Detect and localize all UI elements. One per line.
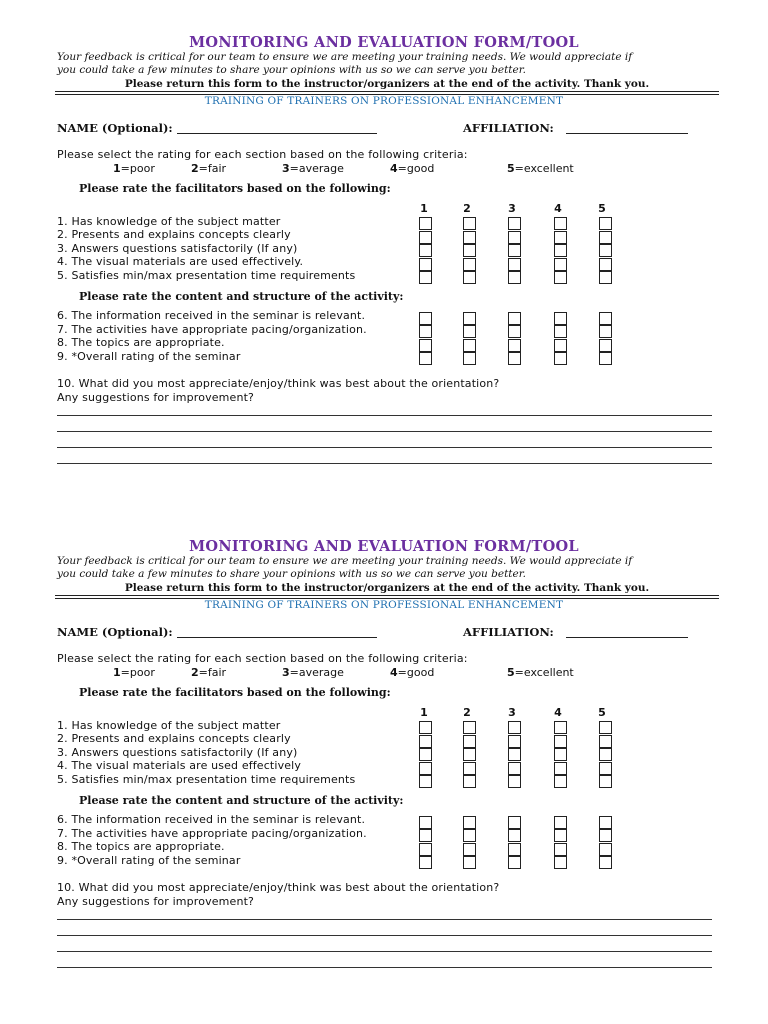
rating-column-header: 4 [554,706,562,719]
rating-item: 2. Presents and explains concepts clearly [57,732,291,745]
rating-column-header: 3 [508,202,516,215]
facilitators-section-heading: Please rate the facilitators based on the following: [79,182,391,195]
form-title: MONITORING AND EVALUATION FORM/TOOL [189,34,579,51]
rating-checkbox[interactable] [508,217,521,230]
rating-checkbox[interactable] [463,748,476,761]
rating-checkbox[interactable] [599,258,612,271]
rating-checkbox[interactable] [508,721,521,734]
rating-checkbox[interactable] [508,829,521,842]
form-title: MONITORING AND EVALUATION FORM/TOOL [189,538,579,555]
rating-item: 6. The information received in the seminar is relevant. [57,309,366,322]
rating-item: 3. Answers questions satisfactorily (If any) [57,746,298,759]
rating-checkbox[interactable] [419,748,432,761]
training-subtitle: TRAINING OF TRAINERS ON PROFESSIONAL ENHANCEMENT [204,599,564,611]
rating-checkbox[interactable] [463,244,476,257]
rating-checkbox[interactable] [463,339,476,352]
rating-checkbox[interactable] [463,856,476,869]
rating-checkbox[interactable] [463,829,476,842]
rating-item: 8. The topics are appropriate. [57,840,225,853]
rating-checkbox[interactable] [599,244,612,257]
name-label: NAME (Optional): [57,625,173,639]
rating-checkbox[interactable] [508,231,521,244]
rating-checkbox[interactable] [463,312,476,325]
rating-checkbox[interactable] [508,762,521,775]
rating-checkbox[interactable] [508,352,521,365]
answer-line[interactable] [57,447,712,448]
rating-checkbox[interactable] [554,829,567,842]
criteria-intro: Please select the rating for each section based on the following criteria: [57,148,468,161]
intro-line-2: you could take a few minutes to share your opinions with us so we can serve you better. [57,64,526,76]
rating-checkbox[interactable] [599,843,612,856]
rating-checkbox[interactable] [463,231,476,244]
return-note: Please return this form to the instructor/organizers at the end of the activity. Thank you. [124,78,650,90]
scale-item: 2=fair [191,666,227,679]
answer-line[interactable] [57,919,712,920]
affiliation-label: AFFILIATION: [463,121,554,135]
scale-item: 5=excellent [507,666,574,679]
rating-checkbox[interactable] [463,721,476,734]
affiliation-field[interactable] [566,133,688,134]
rating-checkbox[interactable] [554,721,567,734]
scale-item: 3=average [282,162,344,175]
rating-item: 8. The topics are appropriate. [57,336,225,349]
rating-checkbox[interactable] [599,735,612,748]
rating-checkbox[interactable] [419,816,432,829]
rating-checkbox[interactable] [554,748,567,761]
training-subtitle: TRAINING OF TRAINERS ON PROFESSIONAL ENHANCEMENT [204,95,564,107]
rating-checkbox[interactable] [419,271,432,284]
rating-checkbox[interactable] [554,856,567,869]
answer-line[interactable] [57,967,712,968]
intro-text [57,51,717,77]
rating-item: 5. Satisfies min/max presentation time requirements [57,269,356,282]
rating-column-header: 5 [598,202,606,215]
rating-checkbox[interactable] [554,816,567,829]
rating-item: 3. Answers questions satisfactorily (If any) [57,242,298,255]
rating-checkbox[interactable] [463,258,476,271]
rating-checkbox[interactable] [419,339,432,352]
content-section-heading: Please rate the content and structure of the activity: [79,290,404,303]
rating-column-header: 2 [463,202,471,215]
name-field[interactable] [177,637,377,638]
intro-line-1: Your feedback is critical for our team to ensure we are meeting your training needs. We would appreciate if [57,555,633,567]
rating-checkbox[interactable] [419,325,432,338]
intro-text [57,555,717,581]
rating-checkbox[interactable] [419,721,432,734]
rating-checkbox[interactable] [599,352,612,365]
evaluation-form-1 [0,0,768,500]
scale-item: 5=excellent [507,162,574,175]
suggestions-prompt: Any suggestions for improvement? [57,391,255,404]
rating-checkbox[interactable] [508,271,521,284]
scale-item: 3=average [282,666,344,679]
rating-item: 1. Has knowledge of the subject matter [57,215,281,228]
rating-checkbox[interactable] [599,748,612,761]
rating-checkbox[interactable] [599,721,612,734]
rating-checkbox[interactable] [508,843,521,856]
answer-line[interactable] [57,431,712,432]
scale-item: 4=good [390,162,435,175]
rating-checkbox[interactable] [508,775,521,788]
rating-item: 1. Has knowledge of the subject matter [57,719,281,732]
scale-item: 4=good [390,666,435,679]
intro-line-1: Your feedback is critical for our team to ensure we are meeting your training needs. We would appreciate if [57,51,633,63]
rating-item: 2. Presents and explains concepts clearly [57,228,291,241]
rating-item: 7. The activities have appropriate pacing/organization. [57,323,367,336]
rating-checkbox[interactable] [599,775,612,788]
rating-checkbox[interactable] [554,231,567,244]
rating-checkbox[interactable] [599,762,612,775]
rating-checkbox[interactable] [599,816,612,829]
rating-checkbox[interactable] [463,271,476,284]
rating-column-header: 4 [554,202,562,215]
rating-checkbox[interactable] [554,352,567,365]
rating-checkbox[interactable] [554,762,567,775]
rating-checkbox[interactable] [419,352,432,365]
rating-checkbox[interactable] [554,339,567,352]
name-field[interactable] [177,133,377,134]
rating-checkbox[interactable] [508,244,521,257]
intro-line-2: you could take a few minutes to share your opinions with us so we can serve you better. [57,568,526,580]
rating-checkbox[interactable] [508,816,521,829]
rating-checkbox[interactable] [554,244,567,257]
rating-checkbox[interactable] [554,258,567,271]
rating-item: 7. The activities have appropriate pacing/organization. [57,827,367,840]
rating-checkbox[interactable] [599,231,612,244]
question-10: 10. What did you most appreciate/enjoy/think was best about the orientation? [57,881,500,894]
rating-checkbox[interactable] [419,258,432,271]
rating-checkbox[interactable] [419,762,432,775]
facilitators-section-heading: Please rate the facilitators based on the following: [79,686,391,699]
evaluation-form-2 [0,504,768,1004]
rating-column-header: 1 [420,706,428,719]
question-10: 10. What did you most appreciate/enjoy/think was best about the orientation? [57,377,500,390]
rating-checkbox[interactable] [508,748,521,761]
rating-item: 6. The information received in the seminar is relevant. [57,813,366,826]
rating-checkbox[interactable] [419,217,432,230]
rating-item: 9. *Overall rating of the seminar [57,350,241,363]
rating-checkbox[interactable] [419,843,432,856]
scale-item: 1=poor [113,666,155,679]
answer-line[interactable] [57,415,712,416]
scale-item: 2=fair [191,162,227,175]
rating-checkbox[interactable] [419,231,432,244]
rating-checkbox[interactable] [419,829,432,842]
scale-item: 1=poor [113,162,155,175]
answer-line[interactable] [57,463,712,464]
rating-checkbox[interactable] [554,735,567,748]
rating-checkbox[interactable] [554,843,567,856]
rating-checkbox[interactable] [508,735,521,748]
rating-checkbox[interactable] [599,339,612,352]
rating-checkbox[interactable] [463,217,476,230]
affiliation-field[interactable] [566,637,688,638]
rating-item: 9. *Overall rating of the seminar [57,854,241,867]
rating-item: 4. The visual materials are used effectively [57,759,302,772]
rating-checkbox[interactable] [554,312,567,325]
rating-checkbox[interactable] [554,775,567,788]
rating-checkbox[interactable] [599,325,612,338]
rating-checkbox[interactable] [463,843,476,856]
name-label: NAME (Optional): [57,121,173,135]
affiliation-label: AFFILIATION: [463,625,554,639]
rating-checkbox[interactable] [599,217,612,230]
rating-checkbox[interactable] [419,775,432,788]
rating-checkbox[interactable] [419,856,432,869]
rating-checkbox[interactable] [508,339,521,352]
rating-column-header: 2 [463,706,471,719]
rating-checkbox[interactable] [419,735,432,748]
rating-checkbox[interactable] [554,217,567,230]
suggestions-prompt: Any suggestions for improvement? [57,895,255,908]
content-section-heading: Please rate the content and structure of the activity: [79,794,404,807]
rating-item: 4. The visual materials are used effectively. [57,255,304,268]
rating-checkbox[interactable] [554,325,567,338]
rating-checkbox[interactable] [599,271,612,284]
rating-checkbox[interactable] [463,775,476,788]
rating-checkbox[interactable] [508,312,521,325]
rating-item: 5. Satisfies min/max presentation time requirements [57,773,356,786]
rating-checkbox[interactable] [419,244,432,257]
return-note: Please return this form to the instructor/organizers at the end of the activity. Thank you. [124,582,650,594]
rating-checkbox[interactable] [508,258,521,271]
rating-checkbox[interactable] [419,312,432,325]
rating-checkbox[interactable] [554,271,567,284]
rating-checkbox[interactable] [599,312,612,325]
rating-checkbox[interactable] [599,829,612,842]
answer-line[interactable] [57,951,712,952]
rating-column-header: 1 [420,202,428,215]
rating-checkbox[interactable] [599,856,612,869]
rating-checkbox[interactable] [508,325,521,338]
rating-checkbox[interactable] [463,762,476,775]
rating-checkbox[interactable] [463,735,476,748]
rating-column-header: 5 [598,706,606,719]
rating-column-header: 3 [508,706,516,719]
rating-checkbox[interactable] [463,325,476,338]
criteria-intro: Please select the rating for each section based on the following criteria: [57,652,468,665]
rating-checkbox[interactable] [463,816,476,829]
answer-line[interactable] [57,935,712,936]
rating-checkbox[interactable] [463,352,476,365]
rating-checkbox[interactable] [508,856,521,869]
